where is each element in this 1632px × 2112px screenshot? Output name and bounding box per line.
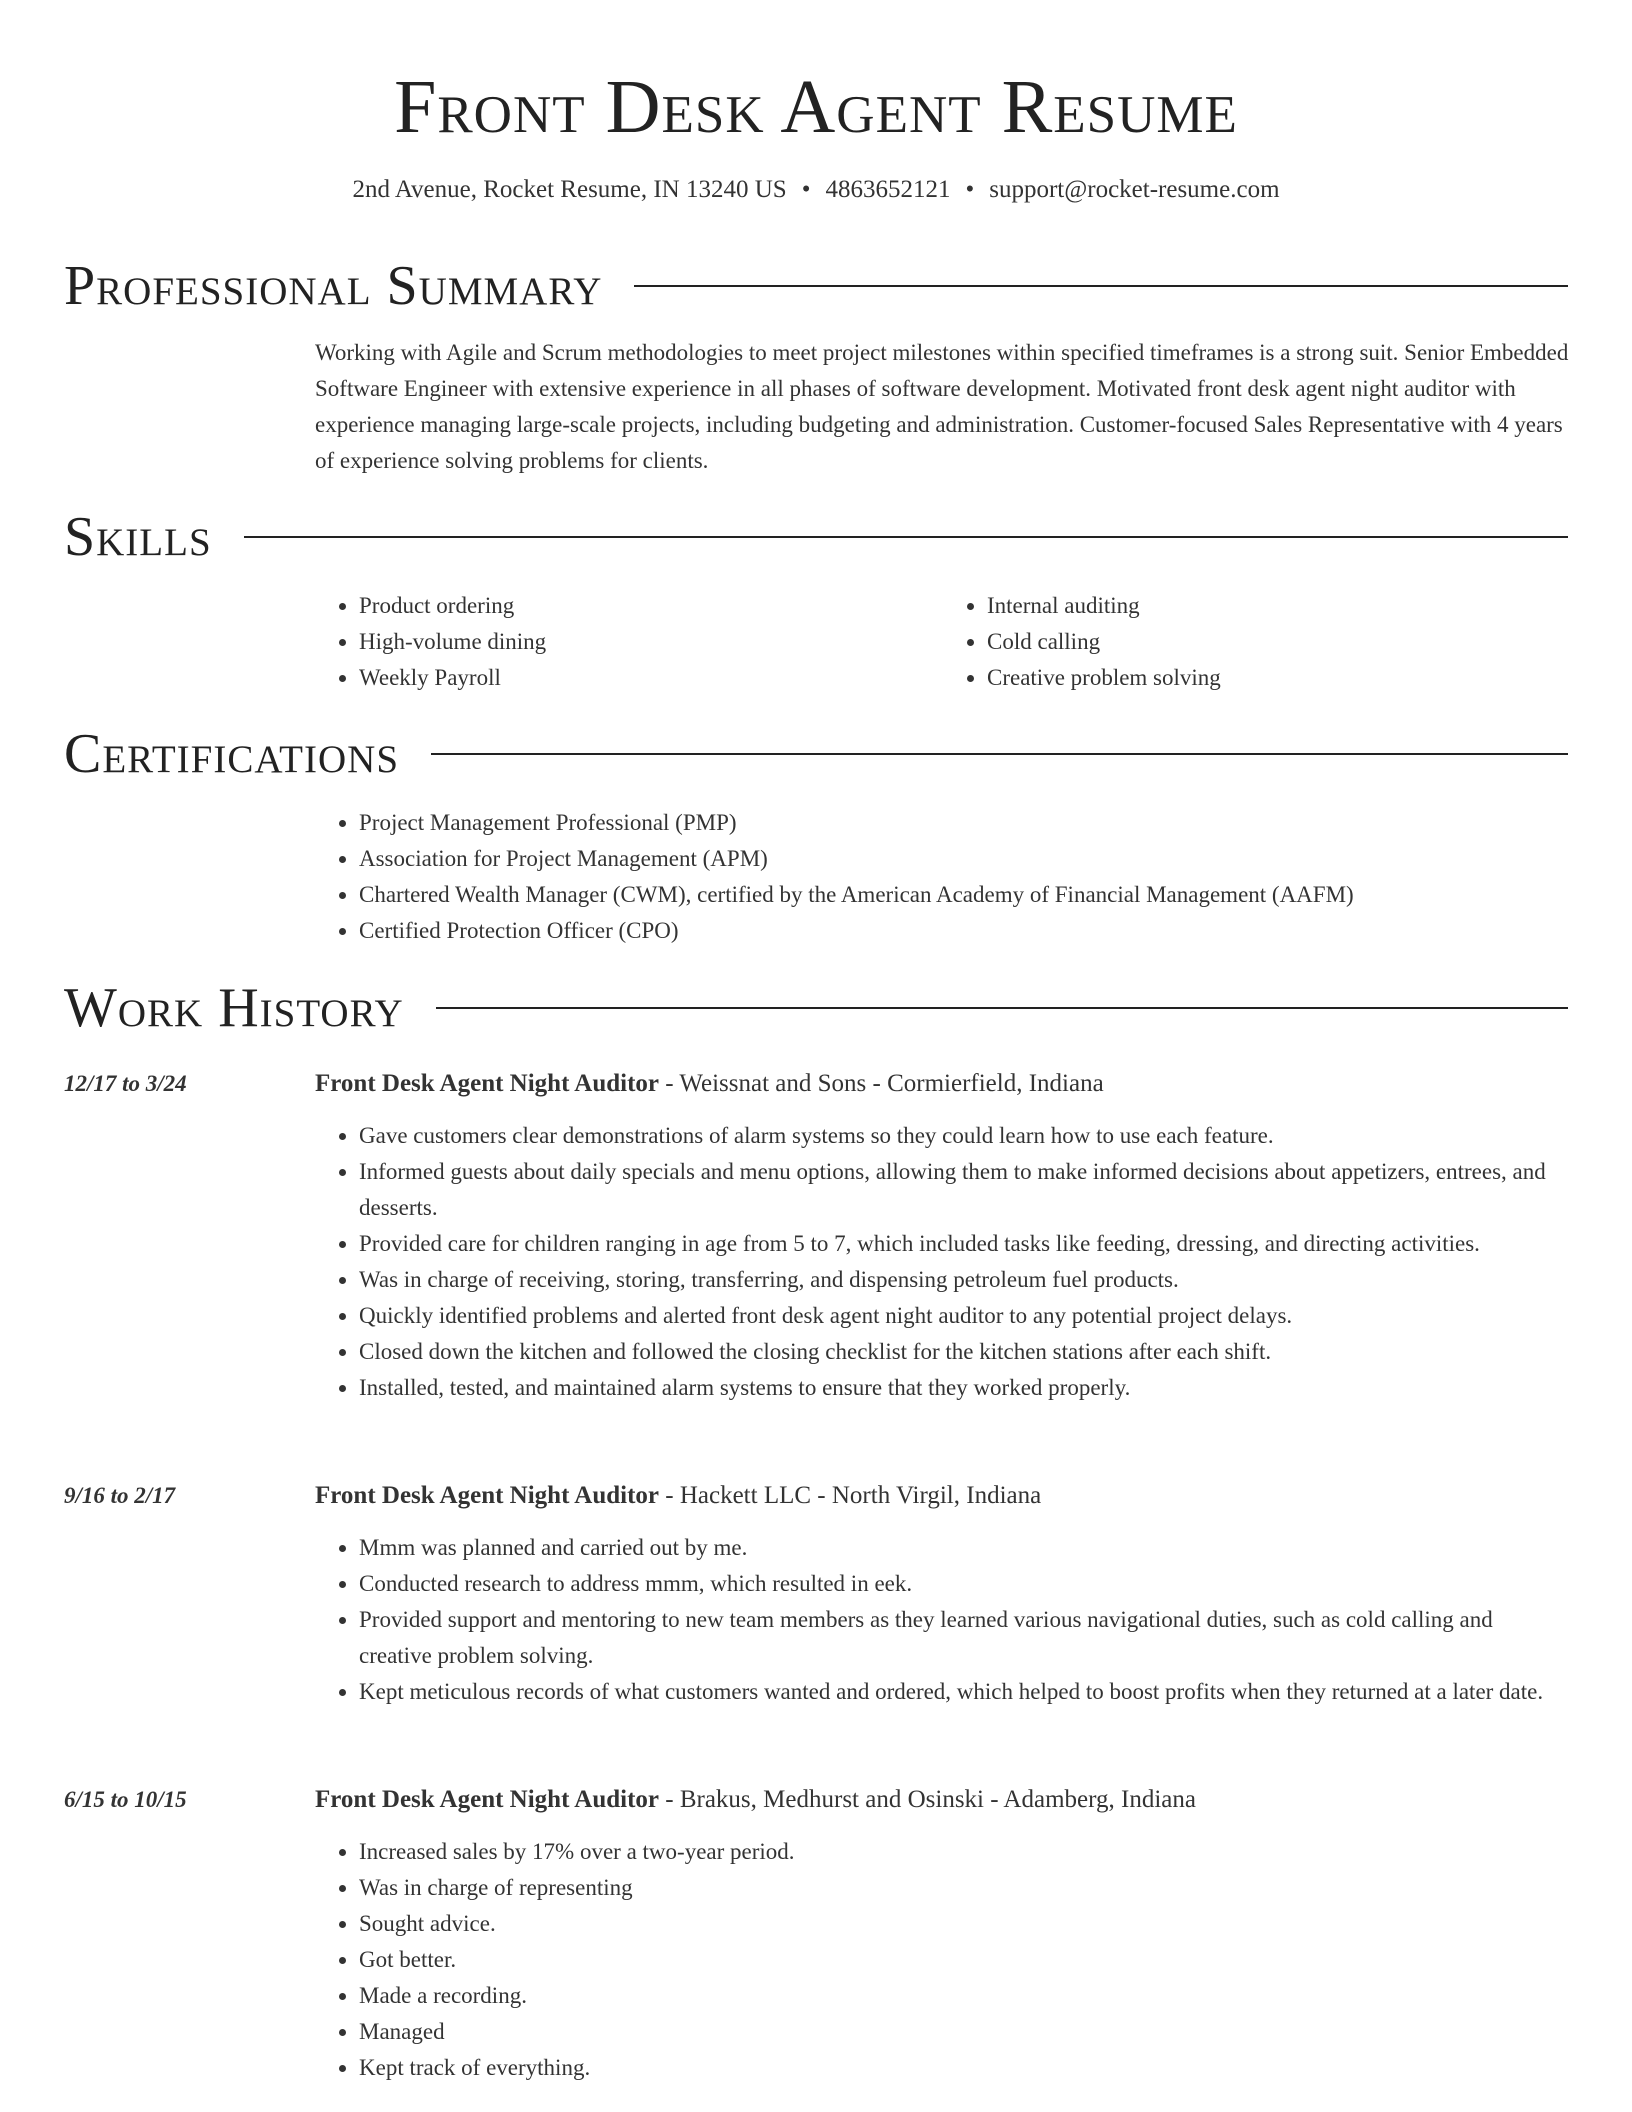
contact-phone: 4863652121 (825, 176, 951, 203)
section-divider (431, 753, 1568, 755)
summary-text: Working with Agile and Scrum methodologies to meet project milestones within specified timeframes is a strong suit. Senior Embedded Software Engineer with extensive experience in all phases of software development. Motivated front desk agent night auditor with experience managing large-scale projects, including budgeting and administration. Customer-focused Sales Representative with 4 years of experience solving problems for clients. (315, 340, 1569, 473)
skill-item: • Product ordering (359, 588, 943, 624)
job-heading (315, 1478, 1041, 1514)
skill-item: • Cold calling (987, 624, 1571, 660)
summary-section-header (64, 254, 1568, 318)
job-company: - Brakus, Medhurst and Osinski - Adamberg, Indiana (659, 1786, 1196, 1813)
skills-column-right (943, 588, 1571, 696)
job-company: - Hackett LLC - North Virgil, Indiana (659, 1482, 1042, 1509)
duty-item: • Quickly identified problems and alerted front desk agent night auditor to any potential project delays. (359, 1298, 1571, 1334)
duty-item: • Increased sales by 17% over a two-year period. (359, 1834, 1571, 1870)
summary-heading: Professional Summary (64, 255, 603, 317)
section-divider (436, 1007, 1568, 1009)
section-divider (634, 285, 1568, 287)
skill-item: • Weekly Payroll (359, 660, 943, 696)
duty-item: • Mmm was planned and carried out by me. (359, 1530, 1571, 1566)
duty-item: • Installed, tested, and maintained alarm systems to ensure that they worked properly. (359, 1370, 1571, 1406)
contact-address: 2nd Avenue, Rocket Resume, IN 13240 US (352, 176, 787, 203)
skill-item: • Creative problem solving (987, 660, 1571, 696)
job-dates: 12/17 to 3/24 (64, 1071, 187, 1096)
duty-item: • Gave customers clear demonstrations of alarm systems so they could learn how to use each feature. (359, 1118, 1571, 1154)
job-title: Front Desk Agent Night Auditor (315, 1482, 660, 1509)
certifications-list (315, 805, 1571, 949)
certification-item: • Chartered Wealth Manager (CWM), certified by the American Academy of Financial Management (AAFM) (359, 877, 1571, 913)
job-title: Front Desk Agent Night Auditor (315, 1070, 660, 1097)
skills-heading: Skills (64, 506, 212, 568)
contact-separator: • (965, 176, 975, 203)
job-heading (315, 1066, 1104, 1102)
job-heading (315, 1782, 1196, 1818)
skill-item: • High-volume dining (359, 624, 943, 660)
resume-title: Front Desk Agent Resume (394, 65, 1238, 149)
contact-separator: • (801, 176, 811, 203)
job-dates: 6/15 to 10/15 (64, 1787, 187, 1812)
job-company: - Weissnat and Sons - Cormierfield, Indiana (659, 1070, 1104, 1097)
contact-email[interactable]: support@rocket-resume.com (989, 176, 1280, 203)
work-history-heading: Work History (64, 977, 404, 1039)
certification-item: • Project Management Professional (PMP) (359, 805, 1571, 841)
duty-item: • Kept track of everything. (359, 2050, 1571, 2086)
duty-item: • Sought advice. (359, 1906, 1571, 1942)
duty-item: • Got better. (359, 1942, 1571, 1978)
duty-item: • Provided care for children ranging in age from 5 to 7, which included tasks like feeding, dressing, and directing activities. (359, 1226, 1571, 1262)
duty-item: • Closed down the kitchen and followed the closing checklist for the kitchen stations after each shift. (359, 1334, 1571, 1370)
section-divider (244, 536, 1568, 538)
job-dates: 9/16 to 2/17 (64, 1483, 176, 1508)
duty-item: • Kept meticulous records of what customers wanted and ordered, which helped to boost profits when they returned at a later date. (359, 1674, 1571, 1710)
certification-item: • Association for Project Management (APM) (359, 841, 1571, 877)
skills-column-left (315, 588, 943, 696)
duty-item: • Managed (359, 2014, 1571, 2050)
skills-section-header (64, 505, 1568, 569)
job-title: Front Desk Agent Night Auditor (315, 1786, 660, 1813)
summary-body (315, 335, 1571, 479)
work-history-section-header (64, 976, 1568, 1040)
duty-item: • Was in charge of receiving, storing, transferring, and dispensing petroleum fuel products. (359, 1262, 1571, 1298)
certifications-section-header (64, 722, 1568, 786)
job-duties (315, 1834, 1571, 2086)
contact-line (0, 172, 1632, 208)
duty-item: • Was in charge of representing (359, 1870, 1571, 1906)
skill-item: • Internal auditing (987, 588, 1571, 624)
duty-item: • Provided support and mentoring to new team members as they learned various navigational duties, such as cold calling and creative problem solving. (359, 1602, 1571, 1674)
certification-item: • Certified Protection Officer (CPO) (359, 913, 1571, 949)
duty-item: • Informed guests about daily specials and menu options, allowing them to make informed decisions about appetizers, entrees, and desserts. (359, 1154, 1571, 1226)
duty-item: • Conducted research to address mmm, which resulted in eek. (359, 1566, 1571, 1602)
job-duties (315, 1530, 1571, 1710)
certifications-heading: Certifications (64, 723, 400, 785)
job-duties (315, 1118, 1571, 1406)
duty-item: • Made a recording. (359, 1978, 1571, 2014)
skills-list (315, 588, 1571, 696)
